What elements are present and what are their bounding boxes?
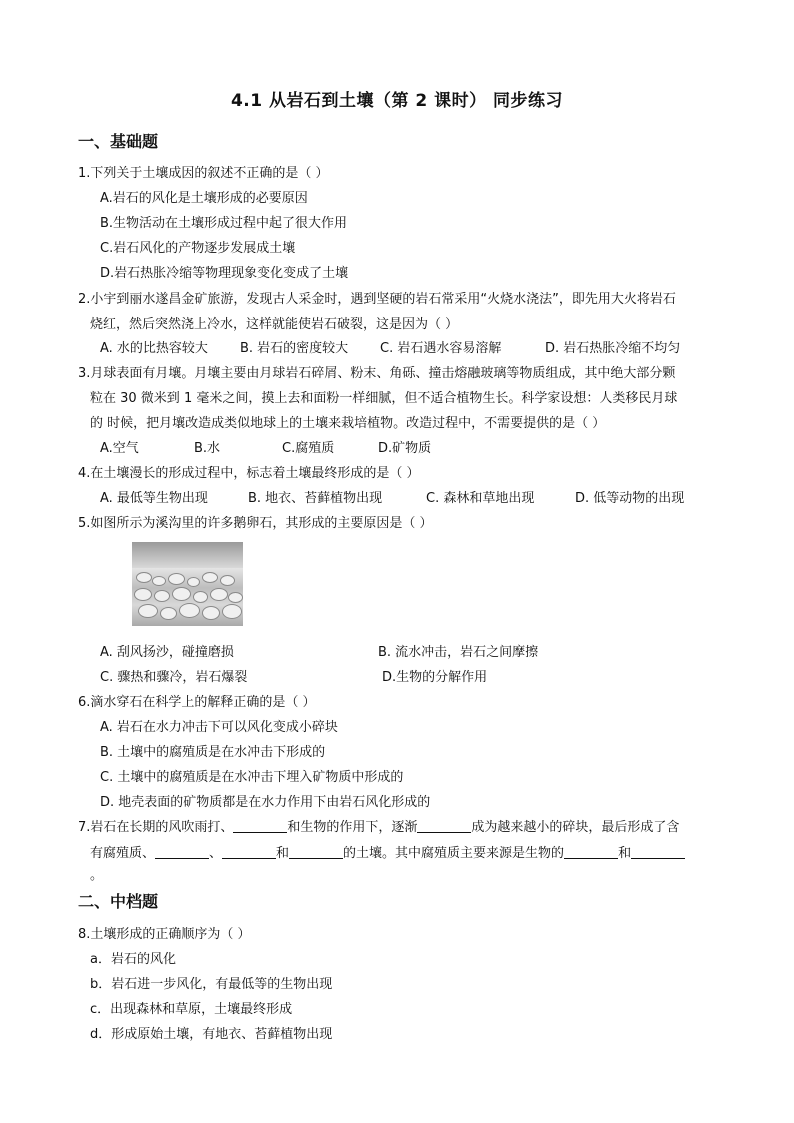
question-7-text-8: 和 [618, 846, 632, 861]
question-6-option-d: D. 地壳表面的矿物质都是在水力作用下由岩石风化形成的 [100, 795, 431, 810]
question-8-item-b: b．岩石进一步风化，有最低等的生物出现 [90, 977, 333, 992]
question-4-option-d: D. 低等动物的出现 [575, 491, 685, 506]
question-7-text-1: 7.岩石在长期的风吹雨打、 [78, 820, 234, 835]
question-3-stem-line-1: 3.月球表面有月壤。月壤主要由月球岩石碎屑、粉末、角砾、撞击熔融玻璃等物质组成，其中绝大部分颗 [78, 366, 676, 381]
question-2-stem-line-1: 2.小宇到丽水遂昌金矿旅游，发现古人采金时，遇到坚硬的岩石常采用“火烧水浇法”，即先用大火将岩石 [78, 292, 676, 307]
question-2-option-a: A. 水的比热容较大 [100, 341, 208, 356]
question-7-text-4: 有腐殖质、 [90, 846, 156, 861]
question-3-stem-line-2: 粒在 30 微米到 1 毫米之间，摸上去和面粉一样细腻，但不适合植物生长。科学家设想：人类移民月球 [90, 391, 678, 406]
question-7-text-7: 的土壤。其中腐殖质主要来源是生物的 [343, 846, 565, 861]
question-4-option-b: B. 地衣、苔藓植物出现 [248, 491, 383, 506]
question-1-option-d: D.岩石热胀冷缩等物理现象变化变成了土壤 [100, 266, 349, 281]
question-3-option-c: C.腐殖质 [282, 441, 335, 456]
question-4-option-c: C. 森林和草地出现 [426, 491, 535, 506]
question-4-stem: 4.在土壤漫长的形成过程中，标志着土壤最终形成的是（ ） [78, 466, 420, 481]
question-5-option-a: A. 刮风扬沙，碰撞磨损 [100, 645, 234, 660]
question-4-option-a: A. 最低等生物出现 [100, 491, 208, 506]
question-5-option-b: B. 流水冲击，岩石之间摩擦 [378, 645, 539, 660]
question-2-option-b: B. 岩石的密度较大 [240, 341, 349, 356]
question-2-option-d: D. 岩石热胀冷缩不均匀 [545, 341, 681, 356]
question-8-item-c: c．出现森林和草原，土壤最终形成 [90, 1002, 293, 1017]
question-5-stem: 5.如图所示为溪沟里的许多鹅卵石，其形成的主要原因是（ ） [78, 516, 433, 531]
page-title: 4.1 从岩石到土壤（第 2 课时） 同步练习 [230, 91, 564, 111]
question-3-option-b: B.水 [194, 441, 221, 456]
question-7-text-5: 、 [209, 846, 223, 861]
question-5-option-d: D.生物的分解作用 [382, 670, 488, 685]
question-1-option-c: C.岩石风化的产物逐步发展成土壤 [100, 241, 296, 256]
answer-blank-2[interactable] [417, 818, 471, 833]
question-7-end-mark: 。 [90, 868, 104, 883]
answer-blank-6[interactable] [564, 844, 618, 859]
question-7-text-3: 成为越来越小的碎块，最后形成了含 [471, 820, 680, 835]
question-6-stem: 6.滴水穿石在科学上的解释正确的是（ ） [78, 695, 316, 710]
answer-blank-5[interactable] [289, 844, 343, 859]
section-basic-heading: 一、基础题 [78, 132, 159, 151]
question-7-line-1 [78, 816, 679, 835]
question-6-option-a: A. 岩石在水力冲击下可以风化变成小碎块 [100, 720, 338, 735]
question-1-option-a: A.岩石的风化是土壤形成的必要原因 [100, 191, 308, 206]
question-6-option-b: B. 土壤中的腐殖质是在水冲击下形成的 [100, 745, 326, 760]
pebbles-photo [132, 542, 243, 626]
answer-blank-4[interactable] [222, 844, 276, 859]
question-7-text-2: 和生物的作用下，逐渐 [287, 820, 418, 835]
answer-blank-3[interactable] [155, 844, 209, 859]
question-1-option-b: B.生物活动在土壤形成过程中起了很大作用 [100, 216, 348, 231]
question-2-option-c: C. 岩石遇水容易溶解 [380, 341, 502, 356]
section-middle-heading: 二、中档题 [78, 892, 159, 911]
question-7-text-6: 和 [276, 846, 290, 861]
question-3-option-d: D.矿物质 [378, 441, 432, 456]
question-7-line-2 [90, 842, 685, 861]
answer-blank-7[interactable] [631, 844, 685, 859]
question-1-stem: 1.下列关于土壤成因的叙述不正确的是（ ） [78, 166, 329, 181]
question-5-option-c: C. 骤热和骤冷，岩石爆裂 [100, 670, 248, 685]
question-8-stem: 8.土壤形成的正确顺序为（ ） [78, 927, 251, 942]
question-8-item-a: a．岩石的风化 [90, 952, 176, 967]
question-2-stem-line-2: 烧红，然后突然浇上冷水，这样就能使岩石破裂，这是因为（ ） [90, 317, 459, 332]
question-3-stem-line-3: 的 时候，把月壤改造成类似地球上的土壤来栽培植物。改造过程中，不需要提供的是（ ） [90, 416, 606, 431]
question-3-option-a: A.空气 [100, 441, 139, 456]
question-8-item-d: d．形成原始土壤，有地衣、苔藓植物出现 [90, 1027, 333, 1042]
question-6-option-c: C. 土壤中的腐殖质是在水冲击下埋入矿物质中形成的 [100, 770, 404, 785]
answer-blank-1[interactable] [233, 818, 287, 833]
